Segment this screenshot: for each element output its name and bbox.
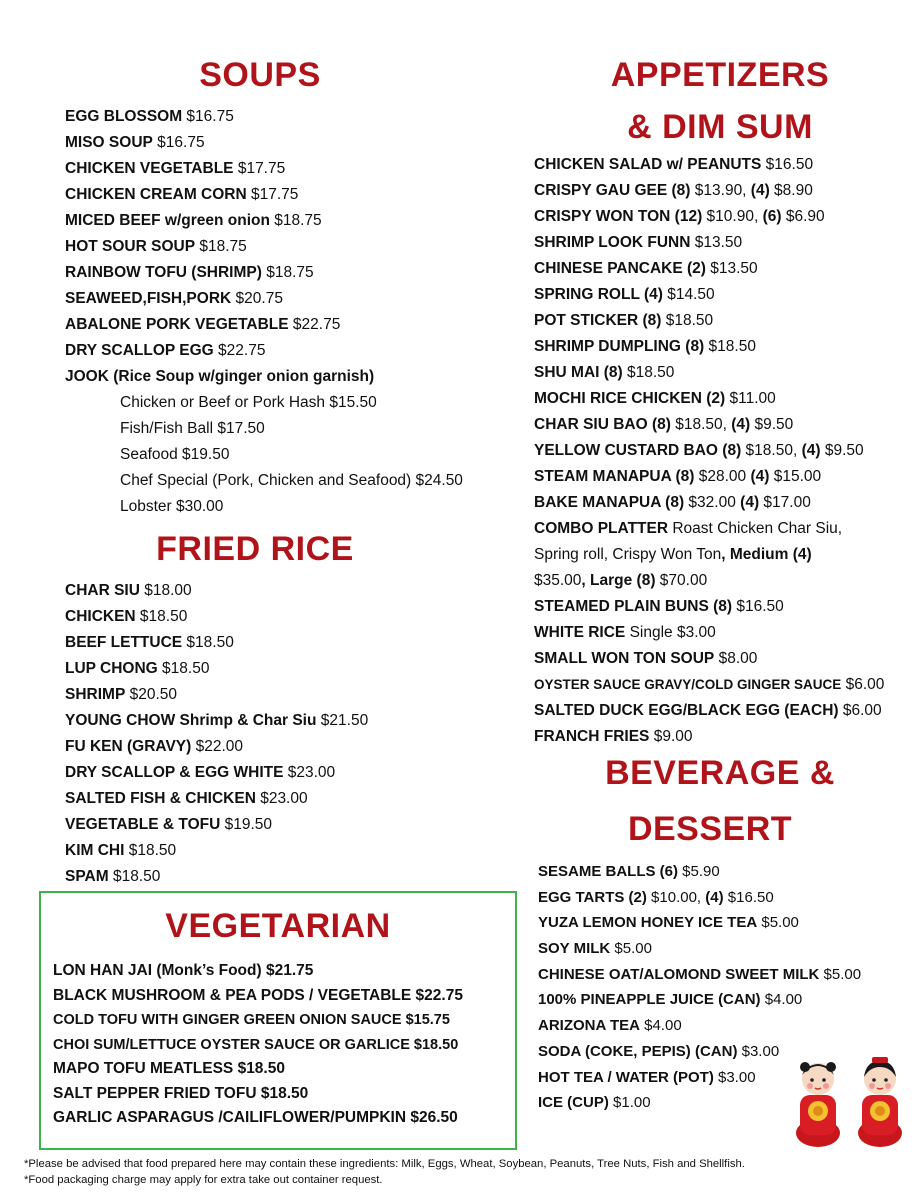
list-item: VEGETABLE & TOFU $19.50 [65,816,273,833]
list-item: CHAR SIU BAO (8) $18.50, (4) $9.50 [534,416,794,433]
list-item: DRY SCALLOP EGG $22.75 [65,342,266,359]
vegetarian-heading: VEGETARIAN [165,907,391,945]
list-item: YELLOW CUSTARD BAO (8) $18.50, (4) $9.50 [534,442,864,459]
list-item: LUP CHONG $18.50 [65,660,210,677]
list-item: CHICKEN $18.50 [65,608,188,625]
list-item: MICED BEEF w/green onion $18.75 [65,212,322,229]
list-item: CHICKEN VEGETABLE $17.75 [65,160,286,177]
jook-option: Fish/Fish Ball $17.50 [120,420,265,437]
list-item: 100% PINEAPPLE JUICE (CAN) $4.00 [538,991,803,1009]
list-item: Spring roll, Crispy Won Ton, Medium (4) [534,546,812,563]
list-item: BLACK MUSHROOM & PEA PODS / VEGETABLE $22.75 [53,986,463,1004]
list-item: $35.00, Large (8) $70.00 [534,572,708,589]
list-item: JOOK (Rice Soup w/ginger onion garnish) [65,368,375,385]
list-item: SPRING ROLL (4) $14.50 [534,286,715,303]
dessert-heading: DESSERT [627,810,793,848]
chinese-dolls-icon [790,1055,908,1150]
vegetarian-list [53,959,463,1131]
list-item: LON HAN JAI (Monk’s Food) $21.75 [53,962,314,979]
list-item: BAKE MANAPUA (8) $32.00 (4) $17.00 [534,494,811,511]
packaging-note: *Food packaging charge may apply for extra take out container request. [24,1174,383,1186]
list-item: CHOI SUM/LETTUCE OYSTER SAUCE OR GARLICE $18.50 [53,1036,459,1053]
jook-option: Lobster $30.00 [120,498,224,515]
list-item: YOUNG CHOW Shrimp & Char Siu $21.50 [65,712,369,729]
list-item: CHICKEN CREAM CORN $17.75 [65,186,299,203]
list-item: RAINBOW TOFU (SHRIMP) $18.75 [65,264,314,281]
list-item: POT STICKER (8) $18.50 [534,312,714,329]
list-item: FU KEN (GRAVY) $22.00 [65,738,244,755]
list-item: CHICKEN SALAD w/ PEANUTS $16.50 [534,156,814,173]
list-item: SHRIMP LOOK FUNN $13.50 [534,234,743,251]
list-item: CHINESE PANCAKE (2) $13.50 [534,260,758,277]
list-item: SESAME BALLS (6) $5.90 [538,863,720,880]
list-item: SALT PEPPER FRIED TOFU $18.50 [53,1084,309,1102]
list-item: CRISPY WON TON (12) $10.90, (6) $6.90 [534,208,825,225]
list-item: YUZA LEMON HONEY ICE TEA $5.00 [538,914,799,932]
list-item: MOCHI RICE CHICKEN (2) $11.00 [534,390,776,407]
list-item: ICE (CUP) $1.00 [538,1094,651,1112]
list-item: CRISPY GAU GEE (8) $13.90, (4) $8.90 [534,182,813,199]
list-item: DRY SCALLOP & EGG WHITE $23.00 [65,764,336,781]
list-item: SOY MILK $5.00 [538,940,652,958]
list-item: SHU MAI (8) $18.50 [534,364,675,381]
appetizers-list [534,152,884,750]
jook-option: Chef Special (Pork, Chicken and Seafood) $24.50 [120,472,463,489]
vegetarian-box [39,891,517,1150]
list-item: SODA (COKE, PEPIS) (CAN) $3.00 [538,1042,780,1060]
list-item: SEAWEED,FISH,PORK $20.75 [65,290,283,307]
beverage-heading: BEVERAGE & [605,754,835,792]
list-item: CHAR SIU $18.00 [65,582,192,599]
list-item: FRANCH FRIES $9.00 [534,728,693,745]
list-item: STEAMED PLAIN BUNS (8) $16.50 [534,598,784,615]
list-item: SALTED DUCK EGG/BLACK EGG (EACH) $6.00 [534,702,882,719]
list-item: SPAM $18.50 [65,868,161,885]
list-item: COLD TOFU WITH GINGER GREEN ONION SAUCE $15.75 [53,1012,450,1028]
list-item: ABALONE PORK VEGETABLE $22.75 [65,316,341,333]
list-item: KIM CHI $18.50 [65,842,177,859]
list-item: BEEF LETTUCE $18.50 [65,634,234,651]
list-item: MAPO TOFU MEATLESS $18.50 [53,1060,285,1077]
list-item: HOT TEA / WATER (POT) $3.00 [538,1068,756,1086]
list-item: COMBO PLATTER Roast Chicken Char Siu, [534,520,843,537]
list-item: EGG TARTS (2) $10.00, (4) $16.50 [538,888,774,906]
list-item: WHITE RICE Single $3.00 [534,624,716,641]
list-item: SHRIMP DUMPLING (8) $18.50 [534,338,756,355]
soups-heading: SOUPS [199,56,321,94]
list-item: MISO SOUP $16.75 [65,134,205,151]
list-item: ARIZONA TEA $4.00 [538,1017,682,1035]
list-item: SMALL WON TON SOUP $8.00 [534,650,758,667]
appetizers-heading: APPETIZERS [610,56,830,94]
jook-option: Seafood $19.50 [120,446,230,463]
jook-option: Chicken or Beef or Pork Hash $15.50 [120,394,377,411]
list-item: GARLIC ASPARAGUS /CAILIFLOWER/PUMPKIN $26.50 [53,1109,458,1126]
list-item: SHRIMP $20.50 [65,686,178,703]
list-item: CHINESE OAT/ALOMOND SWEET MILK $5.00 [538,965,862,983]
fried-rice-heading: FRIED RICE [156,530,354,568]
dim-sum-heading: & DIM SUM [627,108,813,146]
list-item: STEAM MANAPUA (8) $28.00 (4) $15.00 [534,468,822,485]
list-item: OYSTER SAUCE GRAVY/COLD GINGER SAUCE $6.00 [534,676,885,693]
fried-rice-list [65,578,368,890]
list-item: SALTED FISH & CHICKEN $23.00 [65,790,308,807]
soups-list [65,104,463,520]
list-item: HOT SOUR SOUP $18.75 [65,238,247,255]
list-item: EGG BLOSSOM $16.75 [65,108,234,125]
allergen-note: *Please be advised that food prepared here may contain these ingredients: Milk, Eggs, Wheat, Soybean, Peanuts, Tree Nuts, Fish and Shellfish. [24,1158,745,1170]
